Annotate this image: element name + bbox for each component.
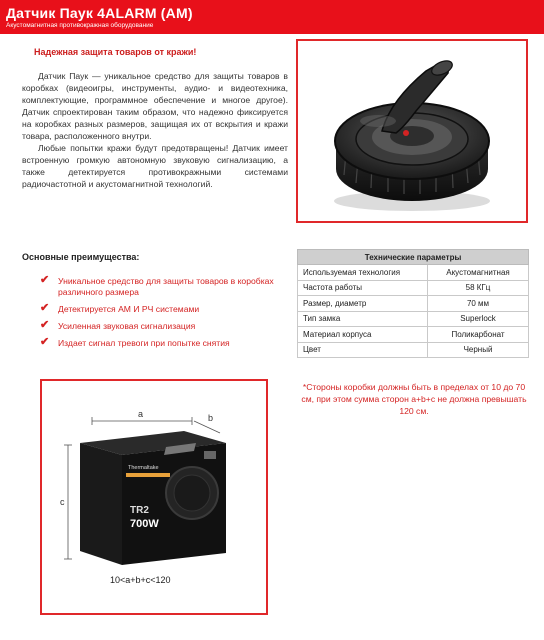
advantage-text: Уникальное средство для защиты товаров в коробках различного размера [58,276,274,297]
dimension-a-label: a [138,409,144,419]
description-paragraph: Любые попытки кражи будут предотвращены! Датчик имеет встроенную громкую автономную звуковую сигнализацию, а также детектируется противокражными системами радиочастотной и акустомагнитной технологий. [22,143,288,189]
dimension-c-label: c [60,497,65,507]
box-size-formula: 10<a+b+c<120 [110,575,171,585]
specs-title: Технические параметры [298,250,529,265]
spec-value: Черный [428,342,529,358]
advantage-item [40,338,276,349]
spec-value: Акустомагнитная [428,265,529,281]
checkmark-icon: ✔ [40,302,50,314]
sensor-photo [296,39,528,223]
box-illustration [42,381,266,571]
advantage-text: Издает сигнал тревоги при попытке снятия [58,338,230,348]
spec-label: Частота работы [298,280,428,296]
spec-label: Используемая технология [298,265,428,281]
spec-value: 58 КГц [428,280,529,296]
page-header [0,0,544,34]
spider-sensor-illustration [298,41,526,221]
box-diagram [40,379,268,615]
table-row [298,327,529,343]
box-model: TR2 [130,505,149,516]
advantage-text: Детектируется АМ И РЧ системами [58,304,200,314]
table-row [298,265,529,281]
intro-heading: Надежная защита товаров от кражи! [34,47,197,57]
box-size-note: *Стороны коробки должны быть в пределах от 10 до 70 см, при этом сумма сторон a+b+c не должна превышать 120 см. [301,382,527,416]
spec-value: Поликарбонат [428,327,529,343]
spec-label: Цвет [298,342,428,358]
spec-label: Материал корпуса [298,327,428,343]
box-power: 700W [130,518,159,530]
spec-label: Тип замка [298,311,428,327]
page-subtitle: Акустомагнитная противокражная оборудование [6,22,154,29]
advantage-text: Усиленная звуковая сигнализация [58,321,196,331]
checkmark-icon: ✔ [40,336,50,348]
spec-value: 70 мм [428,296,529,312]
description [22,70,288,190]
advantages-title: Основные преимущества: [22,252,140,262]
advantage-item [40,304,276,315]
checkmark-icon: ✔ [40,319,50,331]
table-row [298,280,529,296]
advantages-list [40,276,276,355]
checkmark-icon: ✔ [40,274,50,286]
table-row [298,342,529,358]
dimension-b-label: b [208,413,214,423]
page-title: Датчик Паук 4ALARM (AM) [6,5,193,21]
spec-label: Размер, диаметр [298,296,428,312]
table-row [298,311,529,327]
description-paragraph: Датчик Паук — уникальное средство для защиты товаров в коробках (видеоигры, инструменты, аудио- и видеотехника, комплектующие, программное обеспечение и многое другое). Датчик спроектирован таким образом, что надежно фиксируется на коробках разных размеров, защищая их от вскрытия и кражи товара, расположенного внутри. [22,71,288,141]
advantage-item [40,276,276,298]
table-row [298,296,529,312]
advantage-item [40,321,276,332]
box-brand: Thermaltake [128,465,159,471]
spec-value: Superlock [428,311,529,327]
specs-table [297,249,529,358]
